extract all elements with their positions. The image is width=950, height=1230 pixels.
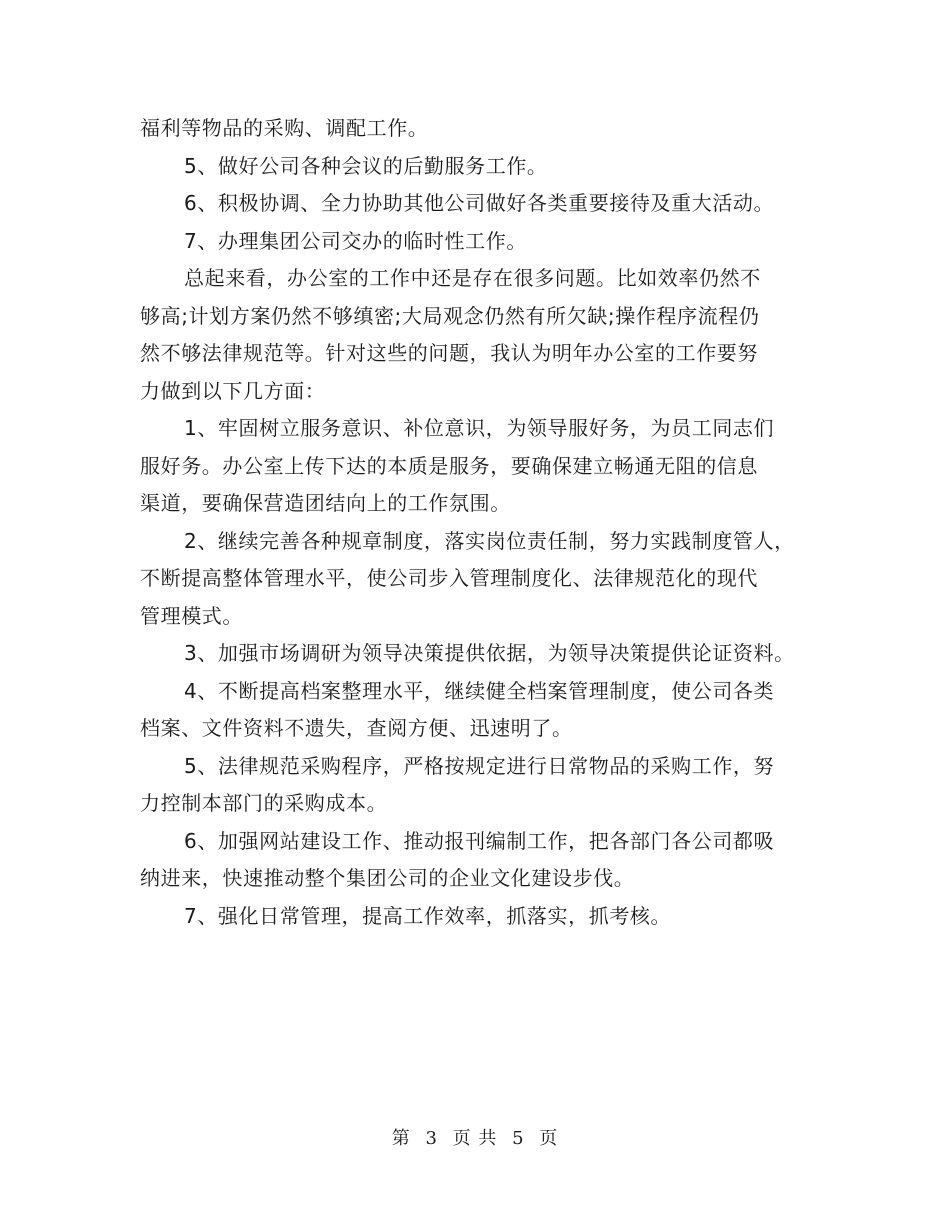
text-line: 档案、文件资料不遗失，查阅方便、迅速明了。 <box>140 716 573 740</box>
text-line: 渠道，要确保营造团结向上的工作氛围。 <box>140 491 511 515</box>
text-line: 4、不断提高档案整理水平，继续健全档案管理制度，使公司各类 <box>184 678 775 703</box>
text-line: 7、办理集团公司交办的临时性工作。 <box>184 228 527 253</box>
text-line: 不断提高整体管理水平，使公司步入管理制度化、法律规范化的现代 <box>140 566 758 590</box>
text-line: 服好务。办公室上传下达的本质是服务，要确保建立畅通无阻的信息 <box>140 453 758 478</box>
footer-prefix: 第 <box>391 1128 411 1149</box>
text-line: 5、法律规范采购程序，严格按规定进行日常物品的采购工作，努 <box>184 753 775 778</box>
text-line: 然不够法律规范等。针对这些的问题，我认为明年办公室的工作要努 <box>140 341 758 365</box>
text-line: 福利等物品的采购、调配工作。 <box>140 116 429 140</box>
text-line: 管理模式。 <box>140 603 243 628</box>
footer-middle: 页 共 <box>452 1128 498 1149</box>
footer-total-pages: 5 <box>512 1128 525 1149</box>
text-line: 够高;计划方案仍然不够缜密;大局观念仍然有所欠缺;操作程序流程仍 <box>140 303 760 328</box>
page-footer <box>0 1124 950 1150</box>
text-line: 6、加强网站建设工作、推动报刊编制工作，把各部门各公司都吸 <box>184 828 775 853</box>
text-line: 3、加强市场调研为领导决策提供依据，为领导决策提供论证资料。 <box>184 641 795 665</box>
text-line: 纳进来，快速推动整个集团公司的企业文化建设步伐。 <box>140 866 635 890</box>
text-line: 6、积极协调、全力协助其他公司做好各类重要接待及重大活动。 <box>184 191 775 215</box>
footer-suffix: 页 <box>539 1128 559 1149</box>
text-line: 5、做好公司各种会议的后勤服务工作。 <box>184 153 548 178</box>
text-line: 力控制本部门的采购成本。 <box>140 791 388 815</box>
text-line: 力做到以下几方面： <box>140 378 326 403</box>
text-line: 7、强化日常管理，提高工作效率，抓落实，抓考核。 <box>184 903 672 928</box>
text-line: 2、继续完善各种规章制度，落实岗位责任制，努力实践制度管人， <box>184 528 795 553</box>
footer-current-page: 3 <box>425 1128 438 1149</box>
document-body <box>140 110 830 935</box>
text-line: 总起来看，办公室的工作中还是存在很多问题。比如效率仍然不 <box>184 266 761 290</box>
text-line: 1、牢固树立服务意识、补位意识，为领导服好务，为员工同志们 <box>184 416 775 440</box>
